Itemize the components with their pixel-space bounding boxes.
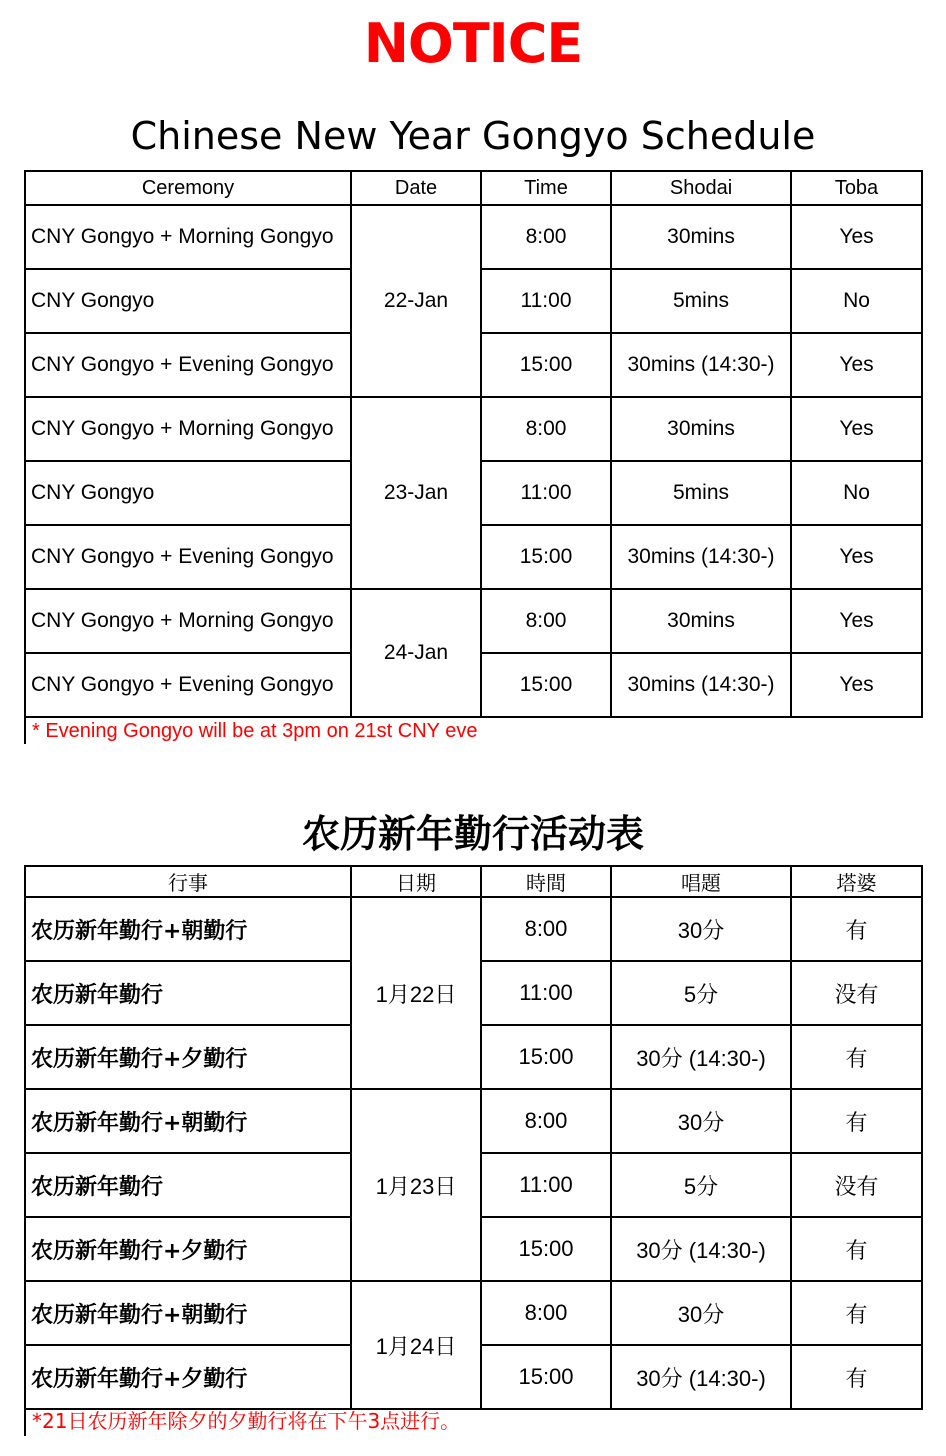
shodai-cell: 30mins (14:30-): [611, 333, 791, 397]
notice-heading: NOTICE: [363, 12, 583, 75]
time-cell: 15:00: [481, 1345, 611, 1409]
shodai-cell: 5mins: [611, 269, 791, 333]
date-cell: 1月24日: [351, 1281, 481, 1409]
toba-cell: 有: [791, 1345, 922, 1409]
ceremony-cell: CNY Gongyo + Morning Gongyo: [25, 589, 351, 653]
table-row: [25, 589, 922, 653]
toba-cell: Yes: [791, 525, 922, 589]
ceremony-cell: CNY Gongyo: [25, 461, 351, 525]
table-header-row: [25, 171, 922, 205]
shodai-cell: 30mins: [611, 205, 791, 269]
time-cell: 11:00: [481, 461, 611, 525]
toba-cell: 有: [791, 1281, 922, 1345]
ceremony-cell: CNY Gongyo + Evening Gongyo: [25, 525, 351, 589]
toba-cell: 有: [791, 1217, 922, 1281]
toba-cell: Yes: [791, 653, 922, 717]
toba-cell: Yes: [791, 333, 922, 397]
shodai-cell: 5分: [611, 961, 791, 1025]
date-cell: 1月22日: [351, 897, 481, 1089]
table-row: [25, 1281, 922, 1345]
header-shodai: Shodai: [611, 171, 791, 205]
header-ceremony: Ceremony: [25, 171, 351, 205]
toba-cell: 有: [791, 897, 922, 961]
time-cell: 8:00: [481, 1089, 611, 1153]
shodai-cell: 30mins: [611, 397, 791, 461]
ceremony-cell: 农历新年勤行+夕勤行: [25, 1025, 351, 1089]
toba-cell: Yes: [791, 397, 922, 461]
header-date: Date: [351, 171, 481, 205]
date-cell: 1月23日: [351, 1089, 481, 1281]
chinese-schedule-table: [24, 865, 923, 1410]
ceremony-cell: CNY Gongyo + Morning Gongyo: [25, 205, 351, 269]
toba-cell: 没有: [791, 1153, 922, 1217]
toba-cell: No: [791, 461, 922, 525]
toba-cell: 有: [791, 1025, 922, 1089]
shodai-cell: 5mins: [611, 461, 791, 525]
header-date: 日期: [351, 866, 481, 897]
toba-cell: No: [791, 269, 922, 333]
ceremony-cell: 农历新年勤行+朝勤行: [25, 1089, 351, 1153]
header-shodai: 唱題: [611, 866, 791, 897]
table-header-row: [25, 866, 922, 897]
table-row: [25, 397, 922, 461]
ceremony-cell: CNY Gongyo + Evening Gongyo: [25, 653, 351, 717]
table-row: [25, 1089, 922, 1153]
shodai-cell: 30分: [611, 1089, 791, 1153]
ceremony-cell: 农历新年勤行: [25, 961, 351, 1025]
date-cell: 24-Jan: [351, 589, 481, 717]
shodai-cell: 30分: [611, 897, 791, 961]
time-cell: 8:00: [481, 205, 611, 269]
toba-cell: Yes: [791, 589, 922, 653]
ceremony-cell: 农历新年勤行+朝勤行: [25, 897, 351, 961]
toba-cell: 有: [791, 1089, 922, 1153]
time-cell: 15:00: [481, 1025, 611, 1089]
time-cell: 15:00: [481, 653, 611, 717]
ceremony-cell: CNY Gongyo + Morning Gongyo: [25, 397, 351, 461]
date-cell: 22-Jan: [351, 205, 481, 397]
shodai-cell: 30mins (14:30-): [611, 653, 791, 717]
time-cell: 11:00: [481, 269, 611, 333]
toba-cell: 没有: [791, 961, 922, 1025]
ceremony-cell: 农历新年勤行+朝勤行: [25, 1281, 351, 1345]
toba-cell: Yes: [791, 205, 922, 269]
shodai-cell: 30分 (14:30-): [611, 1217, 791, 1281]
chinese-footnote: *21日农历新年除夕的夕勤行将在下午3点进行。: [24, 1406, 460, 1436]
time-cell: 15:00: [481, 1217, 611, 1281]
header-time: 時間: [481, 866, 611, 897]
ceremony-cell: CNY Gongyo + Evening Gongyo: [25, 333, 351, 397]
header-ceremony: 行事: [25, 866, 351, 897]
header-toba: Toba: [791, 171, 922, 205]
time-cell: 11:00: [481, 961, 611, 1025]
ceremony-cell: 农历新年勤行+夕勤行: [25, 1217, 351, 1281]
ceremony-cell: CNY Gongyo: [25, 269, 351, 333]
english-footnote: * Evening Gongyo will be at 3pm on 21st CNY eve: [24, 716, 477, 744]
header-toba: 塔婆: [791, 866, 922, 897]
ceremony-cell: 农历新年勤行+夕勤行: [25, 1345, 351, 1409]
shodai-cell: 30mins (14:30-): [611, 525, 791, 589]
header-time: Time: [481, 171, 611, 205]
time-cell: 8:00: [481, 397, 611, 461]
english-schedule-table: [24, 170, 923, 718]
time-cell: 8:00: [481, 1281, 611, 1345]
time-cell: 11:00: [481, 1153, 611, 1217]
shodai-cell: 30分 (14:30-): [611, 1345, 791, 1409]
time-cell: 8:00: [481, 589, 611, 653]
table-row: [25, 205, 922, 269]
shodai-cell: 5分: [611, 1153, 791, 1217]
shodai-cell: 30分: [611, 1281, 791, 1345]
time-cell: 15:00: [481, 525, 611, 589]
date-cell: 23-Jan: [351, 397, 481, 589]
shodai-cell: 30分 (14:30-): [611, 1025, 791, 1089]
time-cell: 15:00: [481, 333, 611, 397]
ceremony-cell: 农历新年勤行: [25, 1153, 351, 1217]
chinese-schedule-title: 农历新年勤行活动表: [301, 812, 644, 856]
time-cell: 8:00: [481, 897, 611, 961]
english-schedule-title: Chinese New Year Gongyo Schedule: [130, 114, 816, 158]
table-row: [25, 897, 922, 961]
shodai-cell: 30mins: [611, 589, 791, 653]
